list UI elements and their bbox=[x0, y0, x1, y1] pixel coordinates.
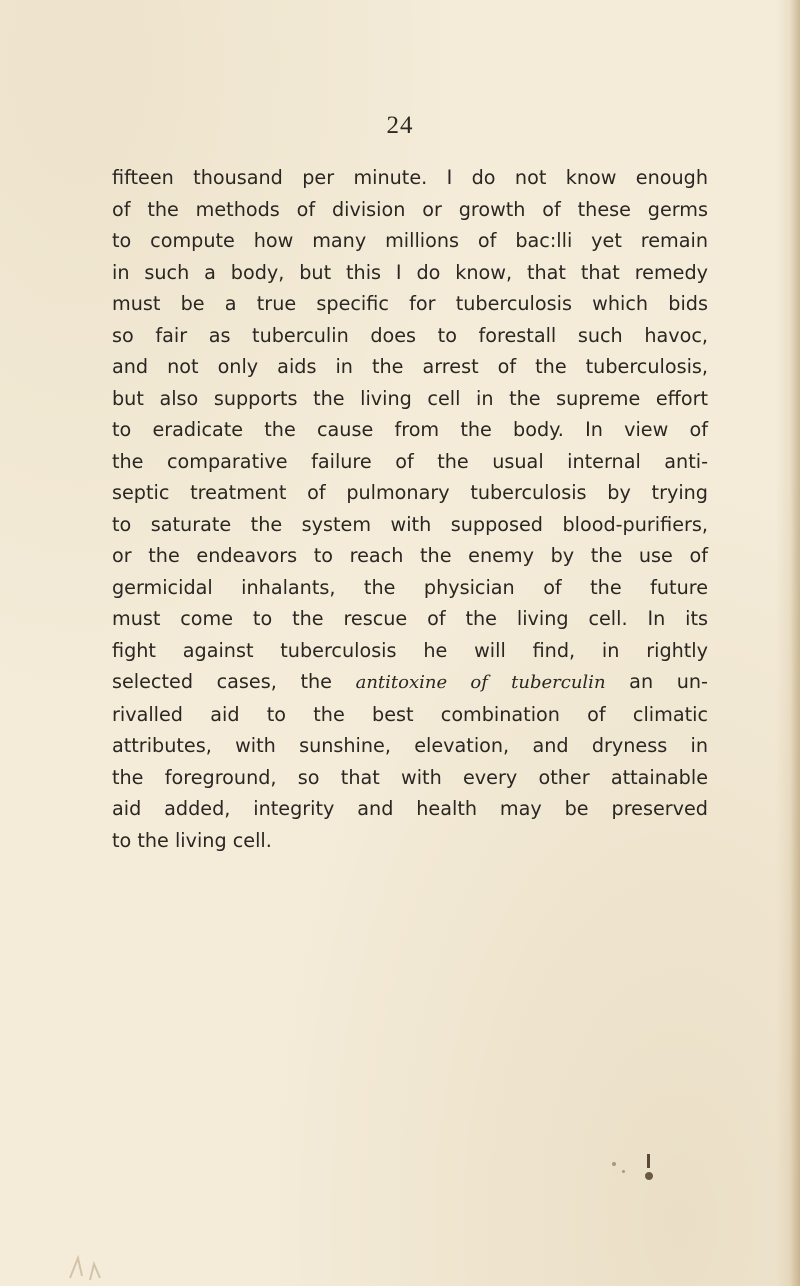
page-number: 24 bbox=[386, 112, 414, 139]
text-line: must be a true specific for tuberculosis which bids bbox=[112, 292, 708, 315]
text-segment: an un- bbox=[605, 670, 708, 693]
text-line: rivalled aid to the best combination of climatic bbox=[112, 702, 708, 726]
text-line: attributes, with sunshine, elevation, and dryness in bbox=[112, 734, 708, 757]
paper-speck bbox=[612, 1162, 616, 1166]
text-line: fifteen thousand per minute. I do not know enough bbox=[112, 166, 708, 189]
text-line: but also supports the living cell in the supreme effort bbox=[112, 386, 708, 410]
text-line: and not only aids in the arrest of the tuberculosis, bbox=[112, 355, 708, 378]
text-line: in such a body, but this I do know, that that remedy bbox=[112, 260, 708, 284]
text-line: fight against tuberculosis he will find, in rightly bbox=[112, 638, 708, 662]
paper-speck bbox=[622, 1170, 625, 1173]
text-line: to saturate the system with supposed blood-purifiers, bbox=[112, 512, 708, 536]
text-line: to eradicate the cause from the body. In view of bbox=[112, 418, 708, 441]
text-line: the foreground, so that with every other attainable bbox=[112, 765, 708, 789]
text-line: germicidal inhalants, the physician of the future bbox=[112, 575, 708, 599]
text-line-last: to the living cell. bbox=[112, 828, 272, 852]
text-line: aid added, integrity and health may be preserved bbox=[112, 797, 708, 820]
text-line: the comparative failure of the usual internal anti- bbox=[112, 449, 708, 473]
text-line: septic treatment of pulmonary tuberculosis by trying bbox=[112, 481, 708, 504]
page-edge-shadow bbox=[790, 0, 800, 1286]
text-line: so fair as tuberculin does to forestall such havoc, bbox=[112, 323, 708, 347]
ink-mark bbox=[645, 1154, 653, 1184]
text-line: to compute how many millions of bac:lli yet remain bbox=[112, 229, 708, 252]
italic-term: antitoxine of tuberculin bbox=[355, 672, 606, 693]
text-line: must come to the rescue of the living cell. In its bbox=[112, 607, 708, 630]
paper-stain bbox=[60, 1228, 150, 1283]
text-segment: selected cases, the bbox=[112, 670, 356, 693]
body-paragraph bbox=[112, 162, 708, 856]
text-line: or the endeavors to reach the enemy by the use of bbox=[112, 544, 708, 567]
text-line-with-italic bbox=[112, 666, 708, 699]
text-line: of the methods of division or growth of these germs bbox=[112, 197, 708, 221]
